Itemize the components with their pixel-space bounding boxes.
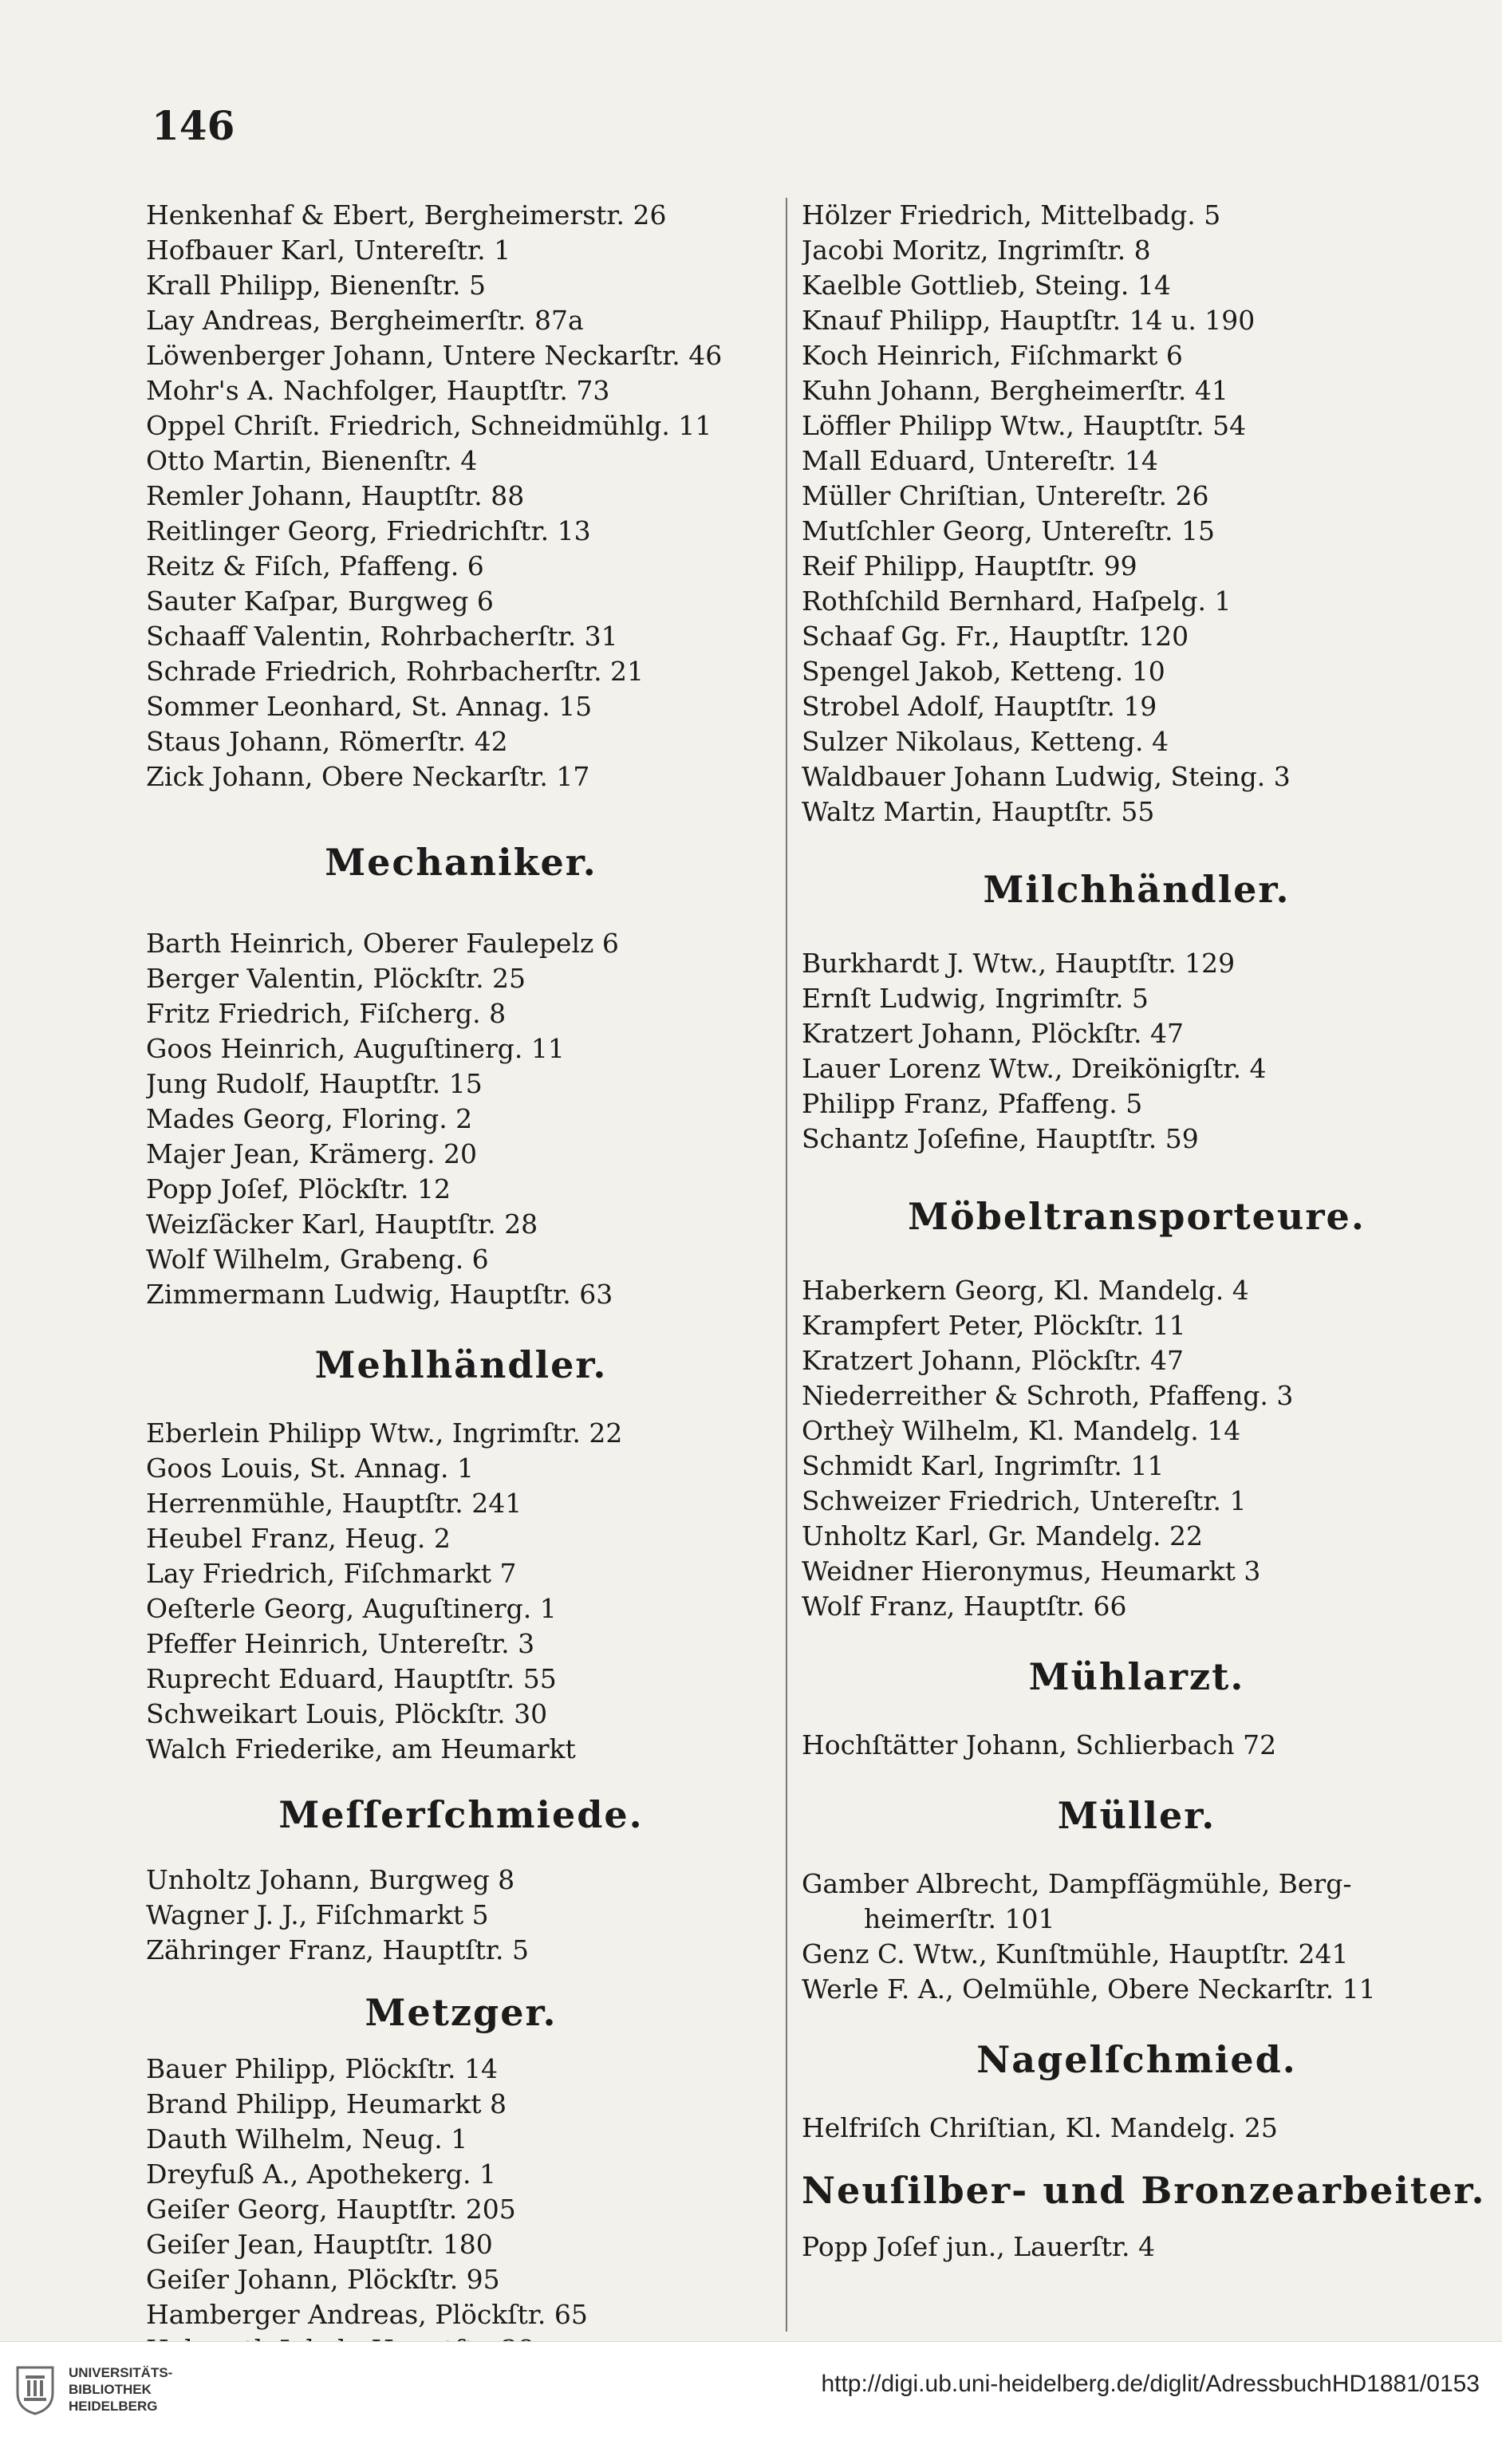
section-heading: Metzger. — [365, 1991, 558, 2034]
directory-entry: Kuhn Johann, Bergheimerſtr. 41 — [802, 375, 1228, 406]
directory-entry: Knauf Philipp, Hauptſtr. 14 u. 190 — [802, 305, 1256, 336]
directory-entry: Schaaf Gg. Fr., Hauptſtr. 120 — [802, 621, 1189, 652]
section-heading: Nagelſchmied. — [976, 2038, 1297, 2081]
directory-entry: Hofbauer Karl, Untereſtr. 1 — [146, 235, 511, 266]
directory-entry: Berger Valentin, Plöckſtr. 25 — [146, 963, 526, 994]
directory-entry: Remler Johann, Hauptſtr. 88 — [146, 480, 525, 511]
section-heading: Möbeltransporteure. — [908, 1195, 1366, 1238]
directory-entry: Goos Louis, St. Annag. 1 — [146, 1453, 474, 1484]
directory-entry: Lay Andreas, Bergheimerſtr. 87a — [146, 305, 584, 336]
footer-bar — [0, 2341, 1502, 2464]
directory-entry: Schaaff Valentin, Rohrbacherſtr. 31 — [146, 621, 618, 652]
directory-entry: Bauer Philipp, Plöckſtr. 14 — [146, 2053, 499, 2084]
directory-entry: Jung Rudolf, Hauptſtr. 15 — [146, 1068, 483, 1099]
directory-entry: Sauter Kaſpar, Burgweg 6 — [146, 585, 494, 617]
directory-entry: Hölzer Friedrich, Mittelbadg. 5 — [802, 199, 1221, 231]
directory-entry: Weizſäcker Karl, Hauptſtr. 28 — [146, 1208, 538, 1240]
left-column — [146, 198, 776, 2367]
directory-entry: Oppel Chriſt. Friedrich, Schneidmühlg. 11 — [146, 410, 712, 441]
section-heading: Mehlhändler. — [314, 1343, 608, 1386]
directory-entry: Otto Martin, Bienenſtr. 4 — [146, 445, 478, 476]
directory-entry: Barth Heinrich, Oberer Faulepelz 6 — [146, 928, 619, 959]
section-heading: Neuſilber- und Bronzearbeiter. — [802, 2169, 1486, 2212]
directory-entry: Unholtz Karl, Gr. Mandelg. 22 — [802, 1520, 1204, 1551]
directory-entry: Krall Philipp, Bienenſtr. 5 — [146, 270, 487, 301]
directory-entry: Popp Joſef, Plöckſtr. 12 — [146, 1173, 451, 1204]
directory-entry: Popp Joſef jun., Lauerſtr. 4 — [802, 2231, 1155, 2262]
directory-entry: Haberkern Georg, Kl. Mandelg. 4 — [802, 1275, 1249, 1306]
directory-entry: Brand Philipp, Heumarkt 8 — [146, 2088, 507, 2119]
directory-entry: Burkhardt J. Wtw., Hauptſtr. 129 — [802, 948, 1236, 979]
section-heading: Mechaniker. — [325, 841, 597, 884]
directory-entry: Wagner J. J., Fiſchmarkt 5 — [146, 1899, 489, 1930]
directory-entry: Hochſtätter Johann, Schlierbach 72 — [802, 1729, 1277, 1760]
section-heading: Meſſerſchmiede. — [278, 1793, 644, 1836]
directory-entry: Majer Jean, Krämerg. 20 — [146, 1138, 477, 1169]
directory-entry: Ruprecht Eduard, Hauptſtr. 55 — [146, 1663, 557, 1694]
directory-entry: Schmidt Karl, Ingrimſtr. 11 — [802, 1450, 1165, 1481]
directory-entry: Goos Heinrich, Auguſtinerg. 11 — [146, 1033, 565, 1064]
directory-entry: Schrade Friedrich, Rohrbacherſtr. 21 — [146, 656, 645, 687]
directory-entry: Müller Chriſtian, Untereſtr. 26 — [802, 480, 1209, 511]
directory-entry: Sulzer Nikolaus, Ketteng. 4 — [802, 726, 1169, 757]
directory-entry: Mutſchler Georg, Untereſtr. 15 — [802, 515, 1215, 546]
column-divider — [786, 198, 787, 2332]
directory-entry: Werle F. A., Oelmühle, Obere Neckarſtr. 11 — [802, 1973, 1376, 2005]
directory-entry: Geiſer Jean, Hauptſtr. 180 — [146, 2229, 493, 2260]
section-heading: Mühlarzt. — [1028, 1655, 1245, 1698]
directory-entry: Dreyfuß A., Apothekerg. 1 — [146, 2158, 496, 2190]
directory-entry: Pfeffer Heinrich, Untereſtr. 3 — [146, 1628, 535, 1659]
directory-entry: Mades Georg, Floring. 2 — [146, 1103, 473, 1134]
university-library-seal-icon — [14, 2364, 56, 2415]
directory-entry: Hamberger Andreas, Plöckſtr. 65 — [146, 2299, 588, 2330]
directory-entry: Kratzert Johann, Plöckſtr. 47 — [802, 1018, 1185, 1049]
directory-entry-continuation: heimerſtr. 101 — [864, 1903, 1055, 1934]
directory-entry: Schweikart Louis, Plöckſtr. 30 — [146, 1698, 548, 1729]
directory-entry: Fritz Friedrich, Fiſcherg. 8 — [146, 998, 507, 1029]
directory-entry: Walch Friederike, am Heumarkt — [146, 1733, 576, 1764]
directory-entry: Weidner Hieronymus, Heumarkt 3 — [802, 1555, 1261, 1587]
directory-entry: Staus Johann, Römerſtr. 42 — [146, 726, 508, 757]
directory-entry: Heubel Franz, Heug. 2 — [146, 1523, 451, 1554]
directory-entry: Spengel Jakob, Ketteng. 10 — [802, 656, 1165, 687]
directory-entry: Mall Eduard, Untereſtr. 14 — [802, 445, 1158, 476]
directory-entry: Geiſer Georg, Hauptſtr. 205 — [146, 2194, 516, 2225]
directory-entry: Rothſchild Bernhard, Haſpelg. 1 — [802, 585, 1232, 617]
source-url-link[interactable]: http://digi.ub.uni-heidelberg.de/diglit/AdressbuchHD1881/0153 — [821, 2371, 1480, 2397]
directory-entry: Ortheỳ Wilhelm, Kl. Mandelg. 14 — [802, 1415, 1241, 1446]
directory-entry: Lauer Lorenz Wtw., Dreikönigſtr. 4 — [802, 1053, 1267, 1084]
directory-entry: Philipp Franz, Pfaffeng. 5 — [802, 1088, 1143, 1119]
directory-entry: Strobel Adolf, Hauptſtr. 19 — [802, 691, 1157, 722]
directory-entry: Ernſt Ludwig, Ingrimſtr. 5 — [802, 983, 1149, 1014]
directory-entry: Koch Heinrich, Fiſchmarkt 6 — [802, 340, 1183, 371]
directory-entry: Genz C. Wtw., Kunſtmühle, Hauptſtr. 241 — [802, 1938, 1349, 1969]
directory-entry: Waldbauer Johann Ludwig, Steing. 3 — [802, 761, 1291, 792]
directory-entry: Kratzert Johann, Plöckſtr. 47 — [802, 1345, 1185, 1376]
directory-entry: Henkenhaf & Ebert, Bergheimerstr. 26 — [146, 199, 667, 231]
directory-entry: Waltz Martin, Hauptſtr. 55 — [802, 796, 1155, 827]
directory-entry: Jacobi Moritz, Ingrimſtr. 8 — [802, 235, 1151, 266]
directory-entry: Helfriſch Chriſtian, Kl. Mandelg. 25 — [802, 2112, 1278, 2143]
directory-entry: Mohr's A. Nachfolger, Hauptſtr. 73 — [146, 375, 610, 406]
page-number: 146 — [152, 102, 235, 149]
right-column — [802, 198, 1486, 2265]
directory-entry: Löffler Philipp Wtw., Hauptſtr. 54 — [802, 410, 1247, 441]
directory-entry: Wolf Franz, Hauptſtr. 66 — [802, 1591, 1127, 1622]
directory-entry: Geiſer Johann, Plöckſtr. 95 — [146, 2264, 500, 2295]
directory-entry: Löwenberger Johann, Untere Neckarſtr. 46 — [146, 340, 723, 371]
directory-entry: Eberlein Philipp Wtw., Ingrimſtr. 22 — [146, 1417, 623, 1449]
directory-entry: Kaelble Gottlieb, Steing. 14 — [802, 270, 1171, 301]
directory-entry: Lay Friedrich, Fiſchmarkt 7 — [146, 1558, 517, 1589]
section-heading: Milchhändler. — [983, 868, 1291, 911]
directory-entry: Gamber Albrecht, Dampfſägmühle, Berg- — [802, 1868, 1352, 1899]
directory-entry: Sommer Leonhard, St. Annag. 15 — [146, 691, 593, 722]
directory-entry: Niederreither & Schroth, Pfaffeng. 3 — [802, 1380, 1294, 1411]
directory-entry: Reitz & Fiſch, Pfaffeng. 6 — [146, 550, 484, 582]
directory-entry: Dauth Wilhelm, Neug. 1 — [146, 2123, 468, 2155]
directory-entry: Zick Johann, Obere Neckarſtr. 17 — [146, 761, 590, 792]
directory-entry: Schantz Joſefine, Hauptſtr. 59 — [802, 1123, 1199, 1154]
directory-entry: Oeſterle Georg, Auguſtinerg. 1 — [146, 1593, 557, 1624]
section-heading: Müller. — [1057, 1794, 1216, 1837]
directory-entry: Zähringer Franz, Hauptſtr. 5 — [146, 1934, 530, 1965]
directory-entry: Schweizer Friedrich, Untereſtr. 1 — [802, 1485, 1247, 1516]
directory-entry: Krampfert Peter, Plöckſtr. 11 — [802, 1310, 1186, 1341]
directory-entry: Reif Philipp, Hauptſtr. 99 — [802, 550, 1137, 582]
directory-entry: Herrenmühle, Hauptſtr. 241 — [146, 1488, 522, 1519]
directory-entry: Reitlinger Georg, Friedrichſtr. 13 — [146, 515, 591, 546]
library-name: UNIVERSITÄTS- BIBLIOTHEK HEIDELBERG — [69, 2365, 173, 2414]
directory-entry: Wolf Wilhelm, Grabeng. 6 — [146, 1244, 489, 1275]
directory-entry: Zimmermann Ludwig, Hauptſtr. 63 — [146, 1279, 613, 1310]
directory-entry: Unholtz Johann, Burgweg 8 — [146, 1864, 515, 1895]
